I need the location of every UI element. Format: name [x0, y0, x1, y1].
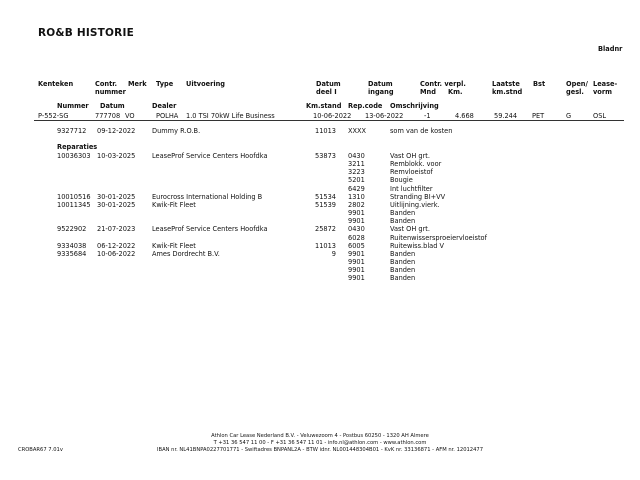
subheader-dealer: Dealer: [152, 102, 177, 110]
repair-rep-code: 9901: [348, 274, 365, 283]
footer-registration: IBAN nr. NL41BNPA0227701771 - Swiftadres BNPANL2A - BTW idnr. NL001448304B01 - KvK nr. 33136871 - AFM nr. 12012477: [156, 447, 483, 453]
subheader-rep-code: Rep.code: [348, 102, 383, 110]
repair-datum: 30-01-2025: [97, 200, 136, 209]
repair-rep-code: 9901: [348, 209, 365, 218]
header-contr: Contr.: [95, 80, 118, 88]
repair-omschrijving: Vast OH grt.: [390, 225, 430, 234]
repair-km-stand: 11013: [315, 241, 336, 250]
vehicle-kenteken: P-552-SG: [38, 112, 69, 120]
entry-nummer: 9327712: [57, 127, 87, 135]
repair-km-stand: 9: [331, 249, 336, 258]
section-label-reparaties: Reparaties: [57, 143, 98, 151]
repair-omschrijving: Banden: [390, 209, 416, 218]
repair-omschrijving: Banden: [390, 274, 416, 283]
header-datum-ingang: Datum: [368, 80, 393, 88]
vehicle-contract-number: 777708: [95, 112, 121, 120]
entry-datum: 09-12-2022: [97, 127, 136, 135]
repair-km-stand: 25872: [315, 225, 336, 234]
repair-rep-code: 9901: [348, 249, 365, 258]
page-number-label: Bladnr: [598, 45, 623, 53]
header-merk: Merk: [128, 80, 147, 88]
vehicle-bst: PET: [532, 112, 545, 120]
repair-omschrijving: Vast OH grt.: [390, 152, 430, 160]
vehicle-uitvoering: 1.0 TSI 70kW Life Business: [186, 112, 275, 120]
repair-omschrijving: Uitlijning.vierk.: [390, 200, 440, 209]
repair-rep-code: 6028: [348, 233, 365, 242]
repair-nummer: 10010516: [57, 192, 91, 201]
repair-omschrijving: Bougie: [390, 176, 413, 185]
repair-nummer: 9522902: [57, 225, 87, 234]
header-vorm: vorm: [593, 88, 612, 96]
repair-dealer: Kwik-Fit Fleet: [152, 200, 196, 209]
repair-omschrijving: Banden: [390, 249, 416, 258]
repair-nummer: 9334038: [57, 241, 87, 250]
repair-datum: 10-03-2025: [97, 152, 136, 160]
repair-omschrijving: Remvloeistof: [390, 168, 433, 177]
vehicle-km: 4.668: [455, 112, 474, 120]
repair-nummer: 10036303: [57, 152, 91, 160]
repair-omschrijving: Stranding BI+VV: [390, 192, 446, 201]
header-type: Type: [156, 80, 174, 88]
repair-datum: 21-07-2023: [97, 225, 136, 234]
vehicle-datum-ingang: 13-06-2022: [365, 112, 404, 120]
repair-rep-code: 2802: [348, 200, 365, 209]
vehicle-laatste-km: 59.244: [494, 112, 518, 120]
repair-rep-code: 3211: [348, 160, 365, 169]
repair-rep-code: 3223: [348, 168, 365, 177]
header-uitvoering: Uitvoering: [186, 80, 225, 88]
header-laatste: Laatste: [492, 80, 520, 88]
entry-omschrijving: som van de kosten: [390, 127, 453, 135]
repair-dealer: Kwik-Fit Fleet: [152, 241, 196, 250]
repair-rep-code: 6005: [348, 241, 365, 250]
subheader-km-stand: Km.stand: [306, 102, 342, 110]
subheader-datum: Datum: [100, 102, 125, 110]
header-kenteken: Kenteken: [38, 80, 74, 88]
repair-datum: 06-12-2022: [97, 241, 136, 250]
repair-km-stand: 51539: [315, 200, 336, 209]
subheader-omschrijving: Omschrijving: [390, 102, 439, 110]
vehicle-open-gesl: G: [566, 112, 572, 120]
entry-dealer: Dummy R.O.B.: [152, 127, 201, 135]
footer-address: Athlon Car Lease Nederland B.V. - Veluwezoom 4 - Postbus 60250 - 1320 AH Almere: [211, 433, 429, 439]
header-bst: Bst: [533, 80, 546, 88]
repair-rep-code: 9901: [348, 257, 365, 266]
header-gesl: gesl.: [566, 88, 584, 96]
page-title: RO&B HISTORIE: [38, 27, 134, 39]
repair-omschrijving: Banden: [390, 266, 416, 275]
repair-dealer: Eurocross International Holding B: [152, 192, 263, 201]
header-km-stnd: km.stnd: [492, 88, 523, 96]
header-open: Open/: [566, 80, 588, 88]
repair-rep-code: 0430: [348, 225, 365, 234]
vehicle-type: POLHA: [156, 112, 179, 120]
repair-datum: 10-06-2022: [97, 249, 136, 258]
header-ingang: ingang: [368, 88, 394, 96]
header-contr-verpl: Contr. verpl.: [420, 80, 466, 88]
repair-datum: 30-01-2025: [97, 192, 136, 201]
header-datum-deel: Datum: [316, 80, 341, 88]
subheader-nummer: Nummer: [57, 102, 89, 110]
repair-nummer: 9335684: [57, 249, 87, 258]
form-code: CROBAR67 7.01v: [18, 447, 63, 453]
footer-contact: T +31 36 547 11 00 - F +31 36 547 11 01 - info.nl@athlon.com - www.athlon.com: [213, 440, 427, 446]
repair-rep-code: 5201: [348, 176, 365, 185]
repair-km-stand: 53873: [315, 152, 336, 160]
vehicle-mnd: -1: [424, 112, 431, 120]
vehicle-datum-deel: 10-06-2022: [313, 112, 352, 120]
repair-rep-code: 9901: [348, 266, 365, 275]
header-lease: Lease-: [593, 80, 618, 88]
vehicle-merk: VO: [125, 112, 135, 120]
entry-km-stand: 11013: [315, 127, 336, 135]
repair-dealer: LeaseProf Service Centers Hoofdka: [152, 152, 268, 160]
vehicle-row-rule: [34, 120, 624, 121]
repair-omschrijving: Ruitewiss.blad V: [390, 241, 444, 250]
header-nummer: nummer: [95, 88, 126, 96]
repair-rep-code: 1310: [348, 192, 365, 201]
repair-rep-code: 9901: [348, 217, 365, 226]
header-deel-i: deel I: [316, 88, 337, 96]
repair-nummer: 10011345: [57, 200, 91, 209]
repair-dealer: Ames Dordrecht B.V.: [152, 249, 220, 258]
repair-omschrijving: Banden: [390, 217, 416, 226]
repair-rep-code: 6429: [348, 184, 365, 193]
repair-rep-code: 0430: [348, 152, 365, 160]
header-mnd: Mnd: [420, 88, 436, 96]
vehicle-lease-vorm: OSL: [593, 112, 607, 120]
header-km: Km.: [448, 88, 463, 96]
repair-omschrijving: Int luchtfilter: [390, 184, 433, 193]
repair-dealer: LeaseProf Service Centers Hoofdka: [152, 225, 268, 234]
repair-omschrijving: Ruitenwissersproeiervloeistof: [390, 233, 487, 242]
repair-omschrijving: Remblokk. voor: [390, 160, 442, 169]
repair-km-stand: 51534: [315, 192, 336, 201]
entry-rep-code: XXXX: [348, 127, 367, 135]
repair-omschrijving: Banden: [390, 257, 416, 266]
